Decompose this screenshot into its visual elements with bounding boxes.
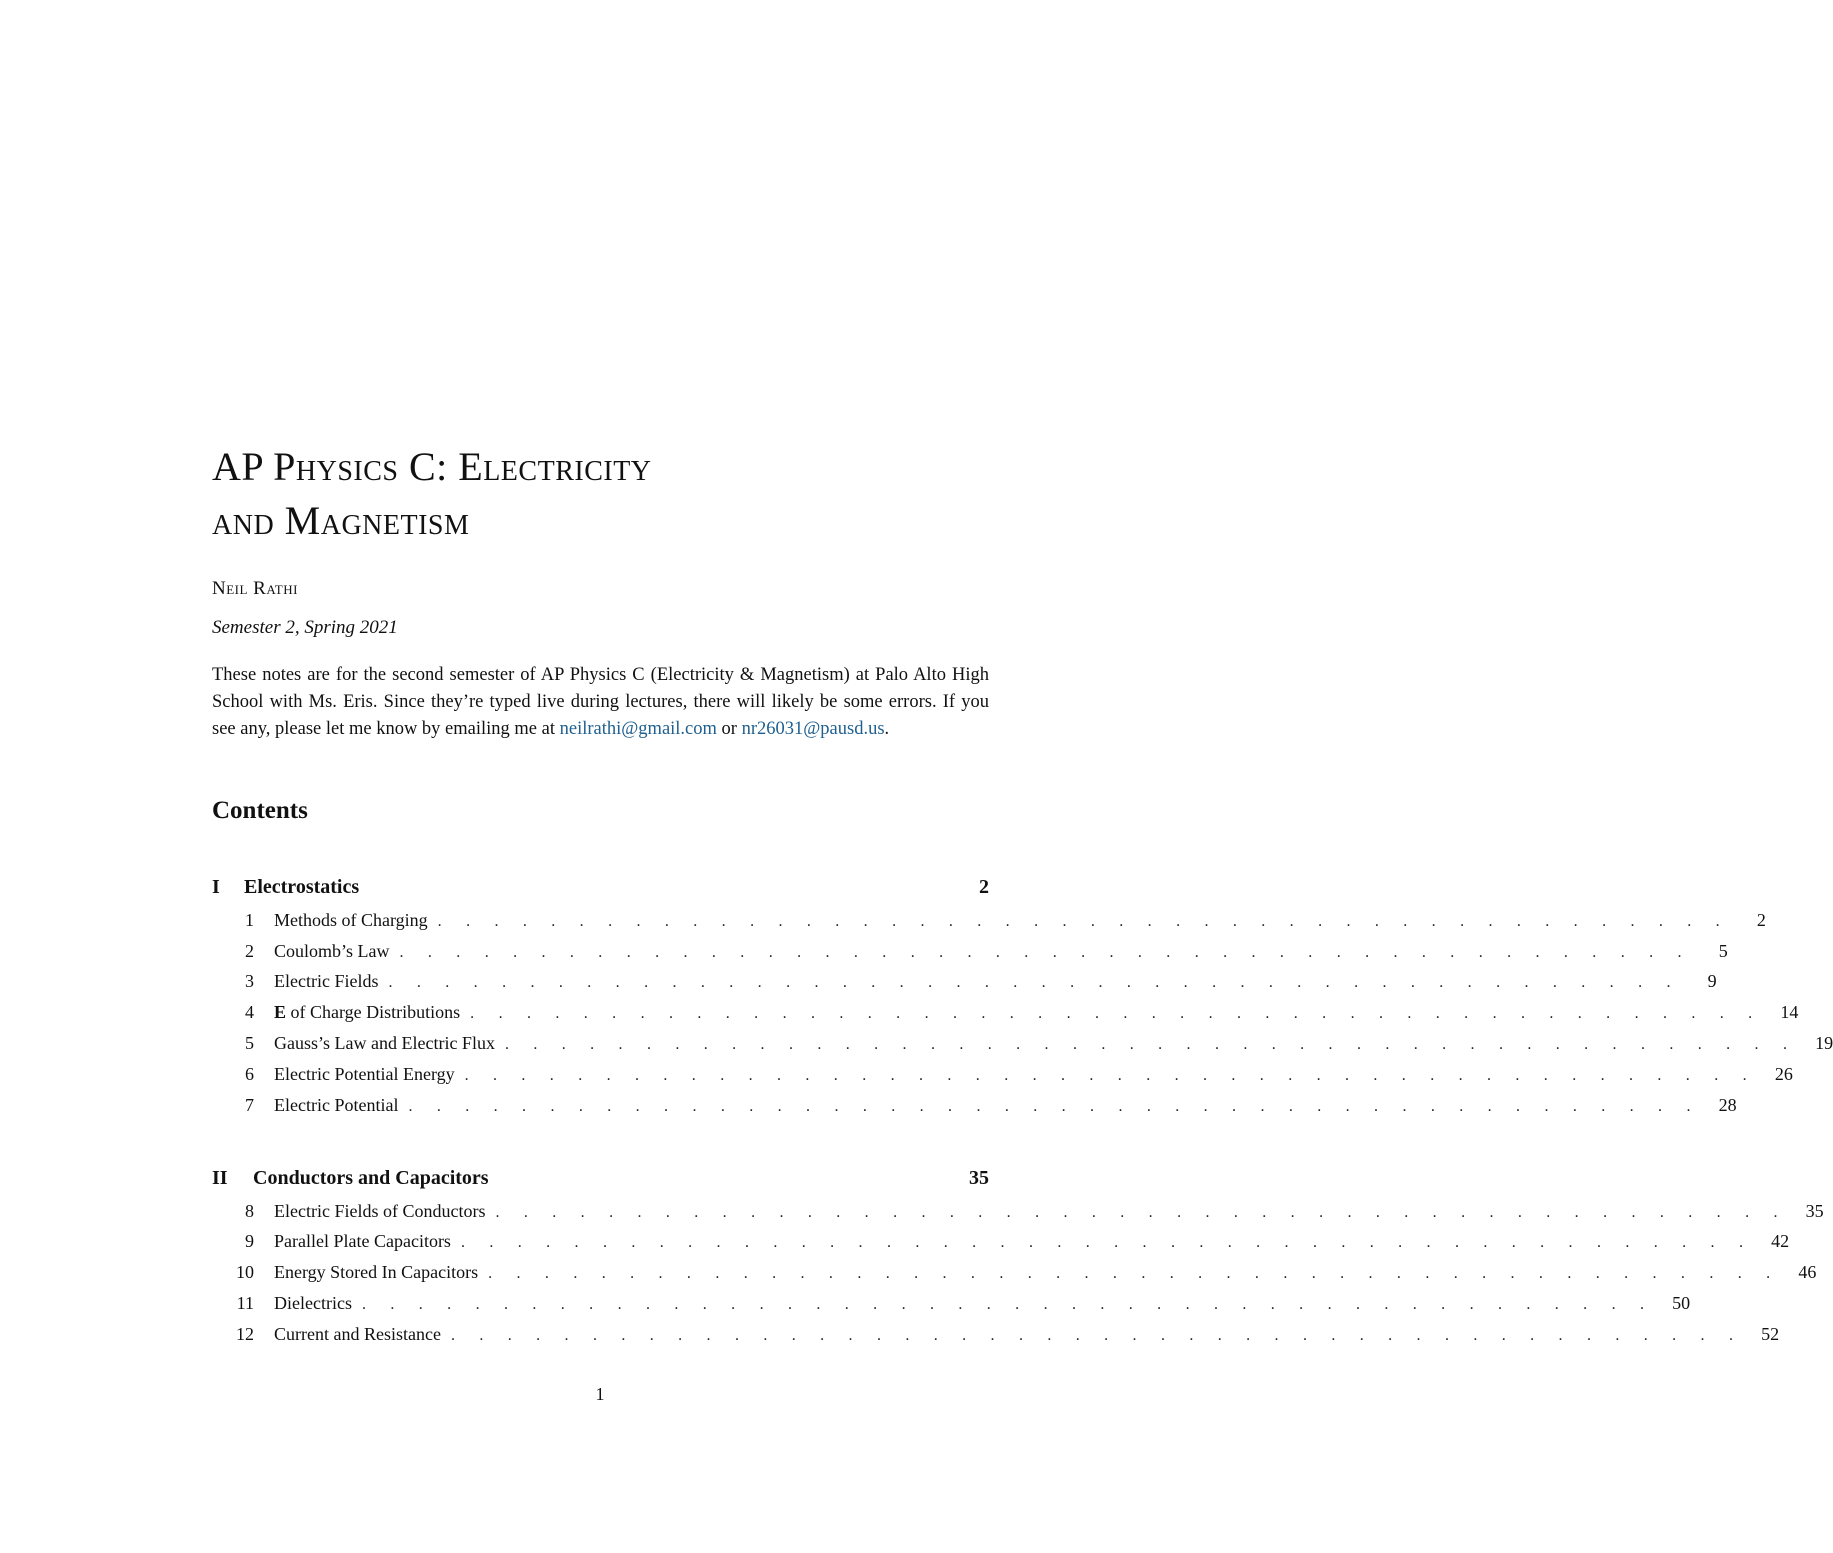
toc-section-8[interactable] [212, 1201, 1824, 1227]
email-link-secondary[interactable]: nr26031@pausd.us [741, 719, 885, 739]
section-title: Coulomb’s Law [274, 941, 390, 961]
section-page: 35 [1805, 1201, 1824, 1221]
section-title: Gauss’s Law and Electric Flux [274, 1033, 495, 1053]
part-title: Conductors and Capacitors [253, 1167, 489, 1189]
intro-or: or [716, 719, 742, 739]
dot-leader: . . . . . . . . . . . . . . . . . . . . . . . . . . . . . . . . . . . . . . . . . . . . . . [408, 1098, 1701, 1115]
toc-section-7[interactable] [212, 1095, 1737, 1121]
title-line-1: AP Physics C: Electricity [212, 444, 652, 489]
section-number: 12 [236, 1324, 254, 1344]
section-page: 42 [1771, 1231, 1790, 1251]
part-number: I [212, 876, 220, 898]
section-number: 6 [245, 1064, 254, 1084]
section-page: 14 [1780, 1002, 1799, 1022]
section-number: 10 [236, 1262, 254, 1282]
dot-leader: . . . . . . . . . . . . . . . . . . . . . . . . . . . . . . . . . . . . . . . . . . . . . . [488, 1265, 1781, 1282]
section-title: Current and Resistance [274, 1324, 441, 1344]
section-page: 19 [1815, 1033, 1833, 1053]
author-name: Neil Rathi [212, 578, 298, 599]
section-number: 3 [245, 971, 254, 991]
dot-leader: . . . . . . . . . . . . . . . . . . . . . . . . . . . . . . . . . . . . . . . . . . . . . . [450, 1327, 1744, 1344]
section-title: Energy Stored In Capacitors [274, 1262, 479, 1282]
section-number: 2 [245, 941, 254, 961]
toc-section-12[interactable] [212, 1324, 1780, 1350]
section-title: Parallel Plate Capacitors [274, 1231, 451, 1251]
section-title: Electric Fields [274, 971, 379, 991]
section-page: 50 [1672, 1293, 1691, 1313]
section-page: 26 [1774, 1064, 1793, 1084]
part-page: 35 [969, 1167, 989, 1189]
document-title [212, 440, 989, 548]
page-number: 1 [595, 1384, 605, 1404]
part-title: Electrostatics [244, 876, 360, 898]
section-number: 11 [236, 1293, 254, 1313]
section-title-bold: E [274, 1002, 287, 1022]
section-number: 1 [245, 910, 254, 930]
dot-leader: . . . . . . . . . . . . . . . . . . . . . . . . . . . . . . . . . . . . . . . . . . . . . . [464, 1067, 1757, 1084]
toc-section-11[interactable] [212, 1293, 1691, 1319]
semester-label: Semester 2, Spring 2021 [212, 617, 398, 638]
section-number: 4 [245, 1002, 254, 1022]
email-link-primary[interactable]: neilrathi@gmail.com [559, 719, 717, 739]
section-title: Dielectrics [274, 1293, 352, 1313]
dot-leader: . . . . . . . . . . . . . . . . . . . . . . . . . . . . . . . . . . . . . . . . . . . . . . [388, 974, 1681, 991]
section-title: Electric Fields of Conductors [274, 1201, 486, 1221]
part-number: II [212, 1167, 228, 1189]
toc-section-6[interactable] [212, 1064, 1793, 1090]
section-title-rest: of Charge Distributions [286, 1002, 461, 1022]
dot-leader: . . . . . . . . . . . . . . . . . . . . . . . . . . . . . . . . . . . . . . . . . . . . . . [504, 1036, 1798, 1053]
section-page: 28 [1718, 1095, 1737, 1115]
part-page: 2 [979, 876, 989, 898]
section-page: 5 [1718, 941, 1728, 961]
toc-part-1[interactable] [212, 876, 989, 906]
dot-leader: . . . . . . . . . . . . . . . . . . . . . . . . . . . . . . . . . . . . . . . . . . . . . . [460, 1234, 1754, 1251]
dot-leader: . . . . . . . . . . . . . . . . . . . . . . . . . . . . . . . . . . . . . . . . . . . . . . [361, 1296, 1655, 1313]
section-page: 52 [1761, 1324, 1780, 1344]
toc-section-9[interactable] [212, 1231, 1790, 1257]
dot-leader: . . . . . . . . . . . . . . . . . . . . . . . . . . . . . . . . . . . . . . . . . . . . . . [470, 1005, 1763, 1022]
section-title: Electric Potential Energy [274, 1064, 455, 1084]
section-number: 9 [245, 1231, 254, 1251]
toc-section-5[interactable] [212, 1033, 1833, 1059]
section-number: 8 [245, 1201, 254, 1221]
section-title [274, 1002, 460, 1023]
contents-heading: Contents [212, 797, 308, 824]
dot-leader: . . . . . . . . . . . . . . . . . . . . . . . . . . . . . . . . . . . . . . . . . . . . . . [399, 944, 1692, 961]
section-page: 9 [1707, 971, 1717, 991]
toc-section-4[interactable] [212, 1002, 1799, 1028]
section-number: 7 [245, 1095, 254, 1115]
toc-part-2[interactable] [212, 1167, 989, 1197]
title-line-2: and Magnetism [212, 498, 470, 543]
toc-section-2[interactable] [212, 941, 1728, 967]
toc-section-10[interactable] [212, 1262, 1817, 1288]
intro-paragraph [212, 662, 989, 743]
section-page: 2 [1756, 910, 1766, 930]
intro-text: These notes are for the second semester of AP Physics C (Electricity & Magnetism) at Palo Alto High School with Ms. Eris. Since they’re typed live during lectures, there will likely be some errors. If you see any, please let me know by emailing me at [212, 665, 989, 739]
dot-leader: . . . . . . . . . . . . . . . . . . . . . . . . . . . . . . . . . . . . . . . . . . . . . . [437, 913, 1730, 930]
intro-end: . [884, 719, 890, 739]
toc-section-1[interactable] [212, 910, 1766, 936]
section-title: Electric Potential [274, 1095, 399, 1115]
section-number: 5 [245, 1033, 254, 1053]
section-page: 46 [1798, 1262, 1817, 1282]
dot-leader: . . . . . . . . . . . . . . . . . . . . . . . . . . . . . . . . . . . . . . . . . . . . . . [495, 1204, 1788, 1221]
toc-section-3[interactable] [212, 971, 1717, 997]
section-title: Methods of Charging [274, 910, 428, 930]
